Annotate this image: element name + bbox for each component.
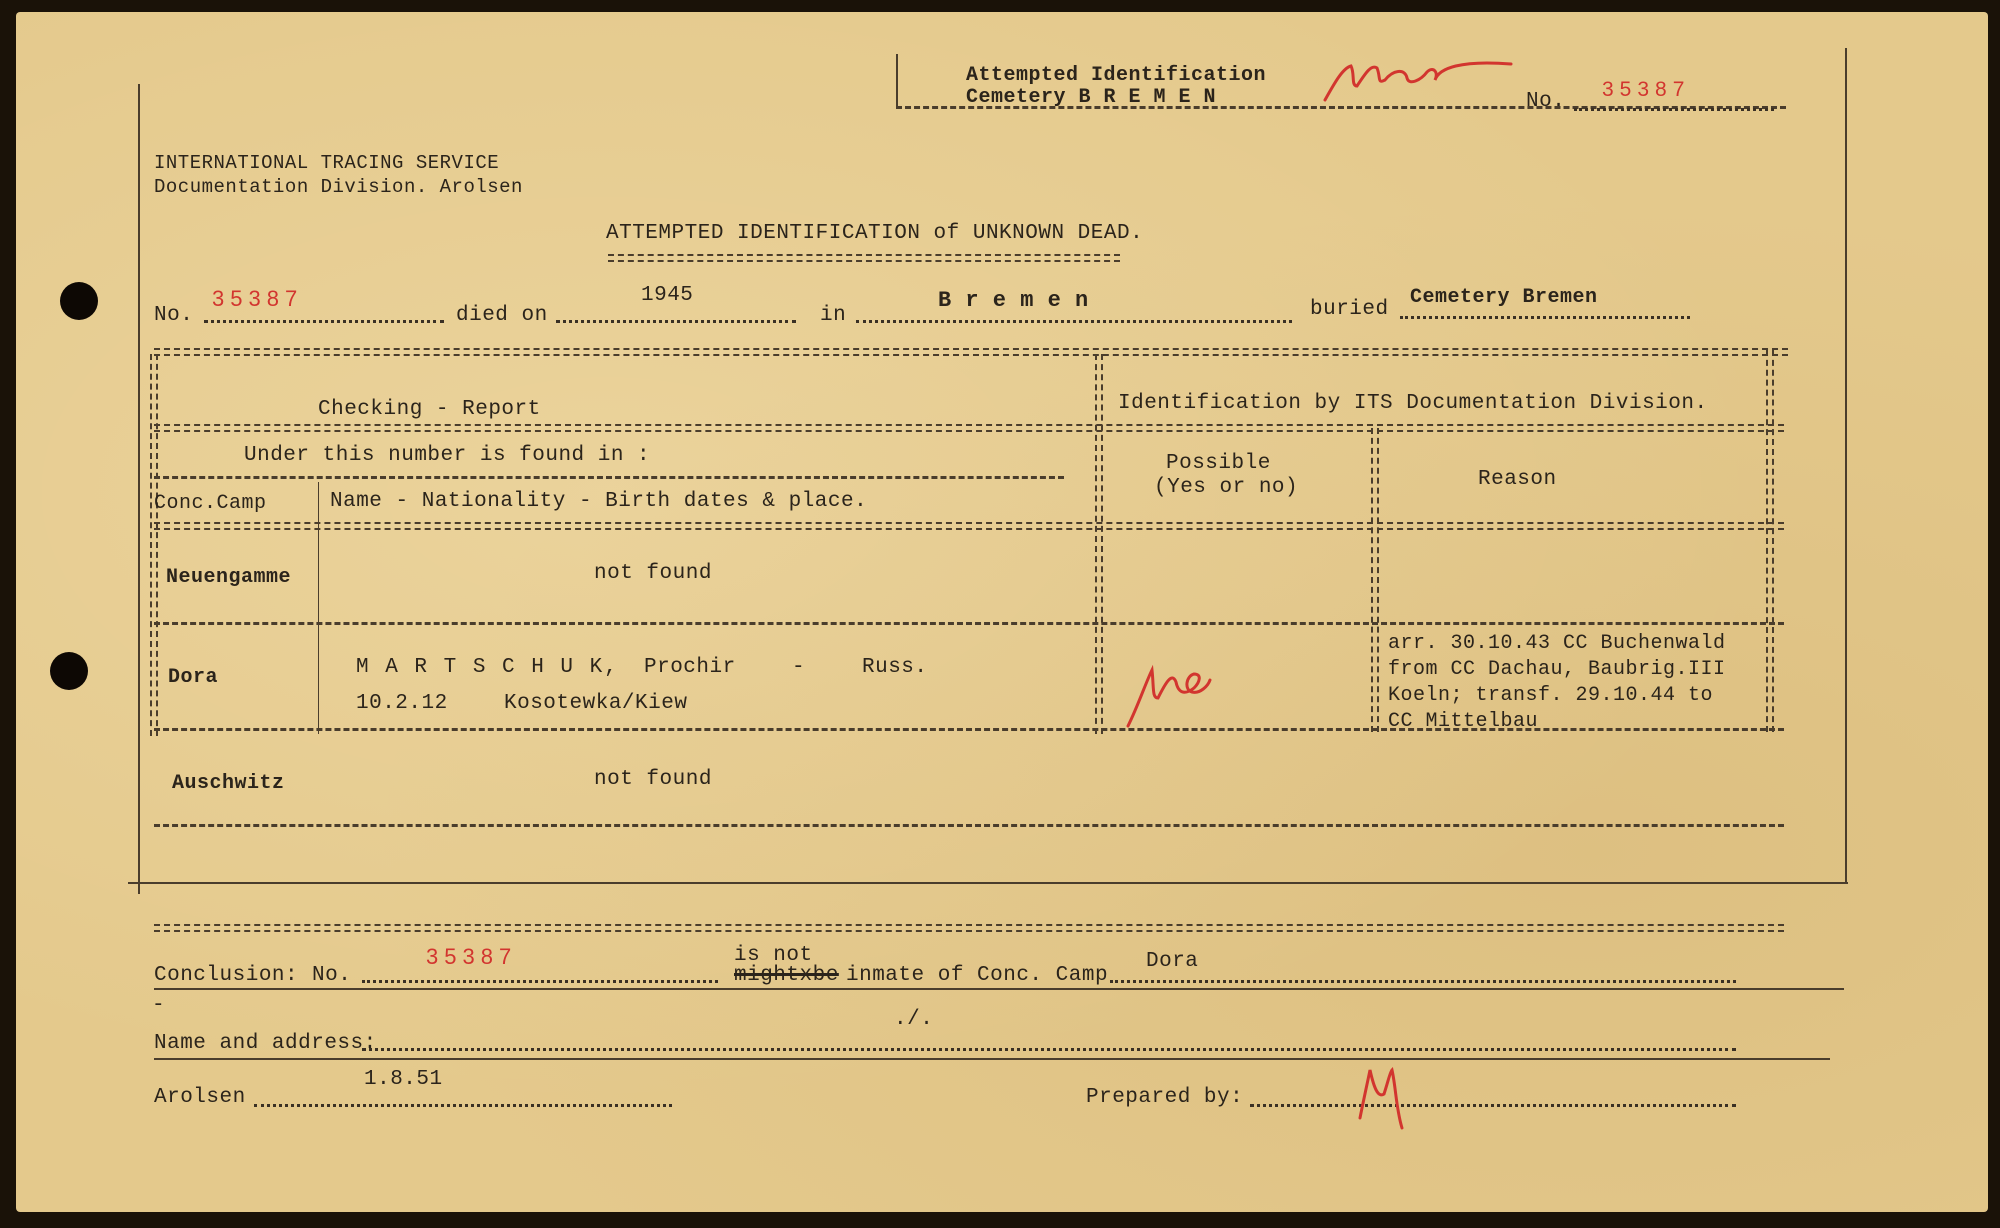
in-dots <box>856 320 1292 323</box>
record-no-dots <box>204 320 444 323</box>
buried-dots <box>1400 316 1690 319</box>
header-no-label: No. <box>1526 90 1566 113</box>
col-possible-header-2: (Yes or no) <box>1154 476 1299 499</box>
reason-line-1: arr. 30.10.43 CC Buchenwald <box>1388 632 1726 655</box>
header-line-2: Cemetery B R E M E N <box>966 86 1217 109</box>
row-rule-2 <box>154 728 1784 731</box>
row-rule-3 <box>154 824 1784 827</box>
conclusion-label: Conclusion: <box>154 964 299 987</box>
arolsen-label: Arolsen <box>154 1086 246 1109</box>
arolsen-dots <box>254 1104 672 1107</box>
frame-right <box>1845 48 1847 882</box>
in-value: B r e m e n <box>938 288 1089 313</box>
died-value: 1945 <box>641 284 694 307</box>
name-address-rule <box>154 1058 1830 1060</box>
row-name-auschwitz: not found <box>594 768 712 791</box>
row-name-surname: M A R T S C H U K, <box>356 656 619 679</box>
table-divider-possible <box>1371 428 1379 732</box>
name-address-label: Name and address: <box>154 1032 377 1055</box>
prepared-by-label: Prepared by: <box>1086 1086 1244 1109</box>
conclusion-dash: - <box>152 994 166 1017</box>
org-line-2: Documentation Division. Arolsen <box>154 176 523 198</box>
conclusion-camp-value: Dora <box>1146 950 1199 973</box>
row-camp-neuengamme: Neuengamme <box>166 566 292 589</box>
header-no-dots <box>1574 108 1774 111</box>
row-name-nationality: Russ. <box>862 656 928 679</box>
row-camp-dora: Dora <box>168 666 219 689</box>
col-reason-header: Reason <box>1478 468 1557 491</box>
table-columns-rule <box>154 522 1784 530</box>
conclusion-no-value: 35387 <box>426 944 518 969</box>
date-value: 1.8.51 <box>364 1068 443 1091</box>
punch-hole-top <box>60 282 98 320</box>
reason-line-4: CC Mittelbau <box>1388 710 1539 733</box>
handwritten-none-mark <box>1321 50 1521 110</box>
conclusion-slash: ./. <box>894 1008 934 1031</box>
col-possible-header-1: Possible <box>1166 452 1271 475</box>
name-address-dots <box>362 1048 1736 1051</box>
row-name-first: Prochir <box>644 656 736 679</box>
col-name-header: Name - Nationality - Birth dates & place. <box>330 490 868 513</box>
org-line-1: INTERNATIONAL TRACING SERVICE <box>154 152 500 174</box>
record-no-value: 35387 <box>212 286 304 311</box>
buried-value: Cemetery Bremen <box>1410 286 1598 309</box>
reason-line-3: Koeln; transf. 29.10.44 to <box>1388 684 1714 707</box>
table-left-border <box>150 354 158 736</box>
table-divider-main <box>1095 354 1103 734</box>
died-dots <box>556 320 796 323</box>
handwritten-initial-mark <box>1356 1058 1416 1138</box>
buried-label: buried <box>1310 298 1389 321</box>
row-birth-place: Kosotewka/Kiew <box>504 692 688 715</box>
handwritten-no-mark <box>1124 652 1214 732</box>
table-bottom-border <box>154 924 1784 932</box>
table-right-border <box>1766 350 1774 732</box>
row-birth-date: 10.2.12 <box>356 692 448 715</box>
col-camp-header: Conc.Camp <box>154 492 267 515</box>
row-name-dash: - <box>792 656 806 679</box>
conclusion-is-not: is not <box>734 944 813 967</box>
row-camp-auschwitz: Auschwitz <box>172 772 285 795</box>
row-name-neuengamme: not found <box>594 562 712 585</box>
conclusion-rule <box>154 988 1844 990</box>
row-rule-1 <box>154 622 1784 625</box>
reason-line-2: from CC Dachau, Baubrig.III <box>1388 658 1726 681</box>
punch-hole-bottom <box>50 652 88 690</box>
conclusion-struck: mightxbe <box>734 964 839 987</box>
title-underline <box>608 254 1120 262</box>
record-no-label: No. <box>154 304 194 327</box>
identification-header: Identification by ITS Documentation Division. <box>1118 392 1708 415</box>
in-label: in <box>820 304 847 327</box>
conclusion-no-label: No. <box>312 964 352 987</box>
header-box-left <box>896 54 898 106</box>
under-number-label: Under this number is found in : <box>244 444 651 467</box>
header-no-value: 35387 <box>1602 78 1691 101</box>
frame-bottom <box>128 882 1848 884</box>
checking-report-header: Checking - Report <box>318 398 541 421</box>
conclusion-rest: inmate of Conc. Camp <box>846 964 1109 987</box>
table-top-border <box>154 348 1788 356</box>
died-label: died on <box>456 304 548 327</box>
conclusion-camp-dots <box>1110 980 1736 983</box>
table-divider-camp <box>318 482 319 734</box>
document-title: ATTEMPTED IDENTIFICATION of UNKNOWN DEAD. <box>606 222 1144 245</box>
frame-left <box>138 84 140 894</box>
index-card <box>16 12 1988 1212</box>
under-number-rule <box>154 476 1064 479</box>
prepared-by-dots <box>1250 1104 1736 1107</box>
table-header-rule <box>154 424 1784 432</box>
header-line-1: Attempted Identification <box>966 64 1267 87</box>
conclusion-no-dots <box>362 980 718 983</box>
